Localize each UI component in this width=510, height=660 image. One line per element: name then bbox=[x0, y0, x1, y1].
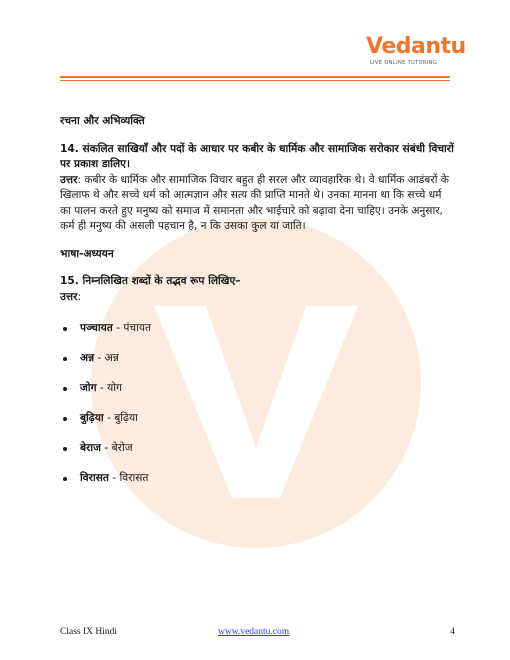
page-footer bbox=[60, 627, 455, 641]
brand-tagline: LIVE ONLINE TUTORING bbox=[370, 60, 438, 66]
list-item: पञ्चायत - पंचायत bbox=[60, 321, 455, 337]
header-rule bbox=[60, 76, 450, 78]
answer-15 bbox=[60, 290, 455, 306]
answer-14-text: कबीर के धार्मिक और सामाजिक विचार बहुत ही सरल और व्यावहारिक थे। वे धार्मिक आडंबरों के खिलाफ थे और सच्चे धर्म को आत्मज्ञान और सत्य की प्राप्ति मानते थे। उनका मानना था कि सच्चे धर्म का पालन करते हुए मनुष्य को समाज में समानता और भाईचारे को बढ़ावा देना चाहिए। उनके अनुसार, कर्म ही मनुष्य की असली पहचान है, न कि उसका कुल या जाति। bbox=[60, 173, 449, 232]
footer-website-link[interactable]: www.vedantu.com bbox=[218, 627, 290, 637]
question-15: 15. निम्नलिखित शब्दों के तद्भव रूप लिखिए– bbox=[60, 275, 241, 287]
header-rule-thin bbox=[60, 80, 450, 81]
item-word: जोग bbox=[80, 382, 97, 394]
brand-name: Vedantu bbox=[366, 34, 466, 59]
section-heading-2: भाषा-अध्ययन bbox=[60, 247, 114, 260]
answer-colon: : bbox=[77, 173, 85, 186]
item-word: विरासत bbox=[80, 472, 109, 484]
answer-14 bbox=[60, 173, 455, 235]
page-number: 4 bbox=[450, 627, 455, 637]
item-tadbhav: विरासत bbox=[119, 472, 149, 484]
item-tadbhav: बेरोज bbox=[111, 442, 133, 454]
brand-logo bbox=[366, 34, 466, 66]
item-tadbhav: योग bbox=[107, 382, 122, 394]
item-tadbhav: अन्न bbox=[104, 352, 119, 364]
list-item: बुढ़िया - बुढ़िया bbox=[60, 411, 455, 427]
question-14: 14. संकलित साखियाँ और पदों के आधार पर कबीर के धार्मिक और सामाजिक सरोकार संबंधी विचारों पर प्रकाश डालिए। bbox=[60, 142, 454, 170]
list-item: अन्न - अन्न bbox=[60, 351, 455, 367]
answer-label: उत्तर bbox=[60, 290, 78, 303]
item-tadbhav: बुढ़िया bbox=[114, 412, 138, 424]
list-item: जोग - योग bbox=[60, 381, 455, 397]
answer-colon: : bbox=[77, 290, 82, 303]
item-tadbhav: पंचायत bbox=[123, 322, 152, 334]
item-word: बेराज bbox=[80, 442, 101, 454]
tadbhav-list bbox=[60, 321, 455, 487]
answer-label: उत्तर bbox=[60, 173, 78, 186]
footer-class-label: Class IX Hindi bbox=[60, 627, 117, 637]
list-item: बेराज - बेरोज bbox=[60, 441, 455, 457]
item-word: अन्न bbox=[80, 352, 95, 364]
list-item: विरासत - विरासत bbox=[60, 471, 455, 487]
section-heading: रचना और अभिव्यक्ति bbox=[60, 115, 145, 127]
main-content bbox=[60, 114, 455, 501]
item-word: पञ्चायत bbox=[80, 322, 113, 334]
item-word: बुढ़िया bbox=[80, 412, 104, 424]
